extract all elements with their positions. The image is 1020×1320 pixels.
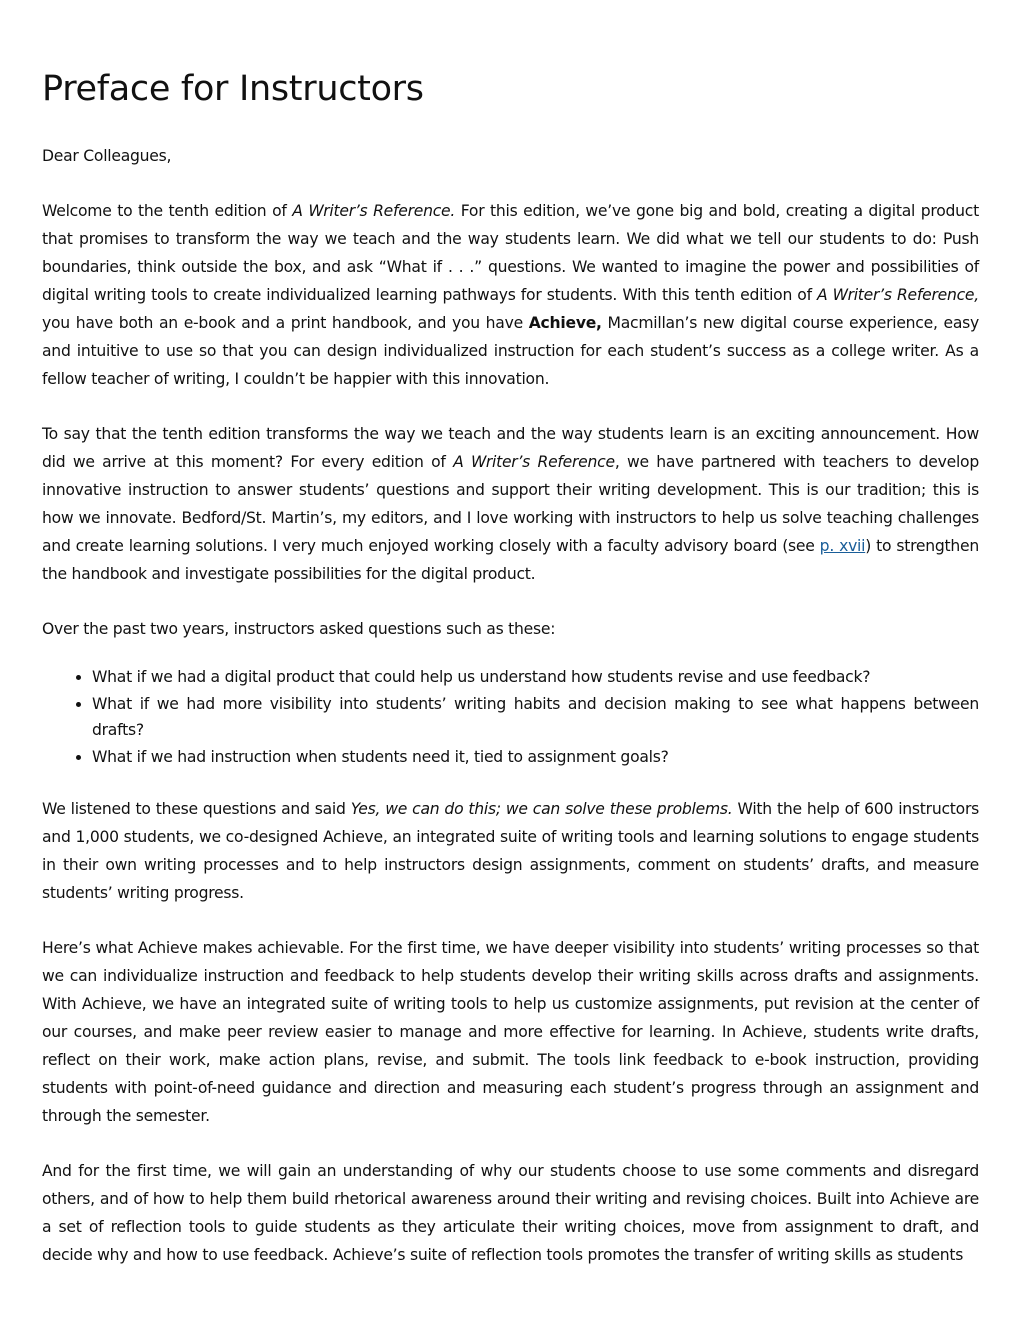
paragraph-text: For this edition, we’ve gone big and bold, creating a digital product that promises to transform the way we teach and the way students learn. We did what we tell our students to do: Push boundaries, think outside the box, and ask “What if . . .” questions. We wanted to imagine the power and possibilities of digital writing tools to create individualized learning pathways for students. With this tenth edition of — [42, 202, 979, 304]
paragraph-tradition — [42, 420, 979, 588]
achieve-bold: Achieve, — [528, 314, 602, 332]
book-title-italic: A Writer’s Reference, — [817, 286, 979, 304]
paragraph-text: , we have partnered with teachers to develop innovative instruction to answer students’ questions and support their writing development. This is our tradition; this is how we innovate. Bedford/St. Martin’s, my editors, and I love working with instructors to help us solve teaching challenges and create learning solutions. I very much enjoyed working closely with a faculty advisory board (see — [42, 453, 979, 555]
document-page — [42, 68, 979, 1296]
page-title: Preface for Instructors — [42, 69, 424, 109]
paragraph-first-time: And for the first time, we will gain an understanding of why our students choose to use some comments and disregard others, and of how to help them build rhetorical awareness around their writing and revising choices. Built into Achieve are a set of reflection tools to guide students as they articulate their writing choices, move from assignment to draft, and decide why and how to use feedback. Achieve’s suite of reflection tools promotes the transfer of writing skills as students — [42, 1162, 979, 1264]
page-reference-link[interactable]: p. xvii — [819, 537, 866, 555]
book-title-italic: A Writer’s Reference. — [292, 202, 456, 220]
italic-quote: Yes, we can do this; we can solve these problems. — [350, 800, 733, 818]
salutation: Dear Colleagues, — [42, 147, 172, 165]
paragraph-text: To say that the tenth edition transforms the way we teach and the way students learn is an exciting announcement. How did we arrive at this moment? For every edition of — [42, 425, 979, 471]
paragraph-text: you have both an e-book and a print handbook, and you have — [42, 314, 529, 332]
questions-list — [42, 664, 979, 770]
paragraph-text: ) to strengthen the handbook and investigate possibilities for the digital product. — [42, 537, 979, 583]
paragraph-text: With the help of 600 instructors and 1,000 students, we co-designed Achieve, an integrated suite of writing tools and learning solutions to engage students in their own writing processes and to help instructors design assignments, comment on students’ drafts, and measure students’ writing progress. — [42, 800, 979, 902]
paragraph-text: Macmillan’s new digital course experience, easy and intuitive to use so that you can design individualized instruction for each student’s success as a college writer. As a fellow teacher of writing, I couldn’t be happier with this innovation. — [42, 314, 979, 388]
paragraph-questions-intro: Over the past two years, instructors asked questions such as these: — [42, 620, 556, 638]
list-item: • What if we had more visibility into students’ writing habits and decision making to see what happens between drafts? — [92, 691, 979, 744]
paragraph-welcome — [42, 197, 979, 393]
paragraph-text: Welcome to the tenth edition of — [42, 202, 293, 220]
book-title-italic: A Writer’s Reference — [453, 453, 615, 471]
paragraph-listened — [42, 795, 979, 907]
list-item: • What if we had a digital product that could help us understand how students revise and use feedback? — [92, 664, 979, 691]
paragraph-text: We listened to these questions and said — [42, 800, 351, 818]
list-item: • What if we had instruction when students need it, tied to assignment goals? — [92, 744, 979, 771]
paragraph-achievable: Here’s what Achieve makes achievable. For the first time, we have deeper visibility into students’ writing processes so that we can individualize instruction and feedback to help students develop their writing skills across drafts and assignments. With Achieve, we have an integrated suite of writing tools to help us customize assignments, put revision at the center of our courses, and make peer review easier to manage and more effective for learning. In Achieve, students write drafts, reflect on their work, make action plans, revise, and submit. The tools link feedback to e-book instruction, providing students with point-of-need guidance and direction and measuring each student’s progress through an assignment and through the semester. — [42, 939, 979, 1125]
